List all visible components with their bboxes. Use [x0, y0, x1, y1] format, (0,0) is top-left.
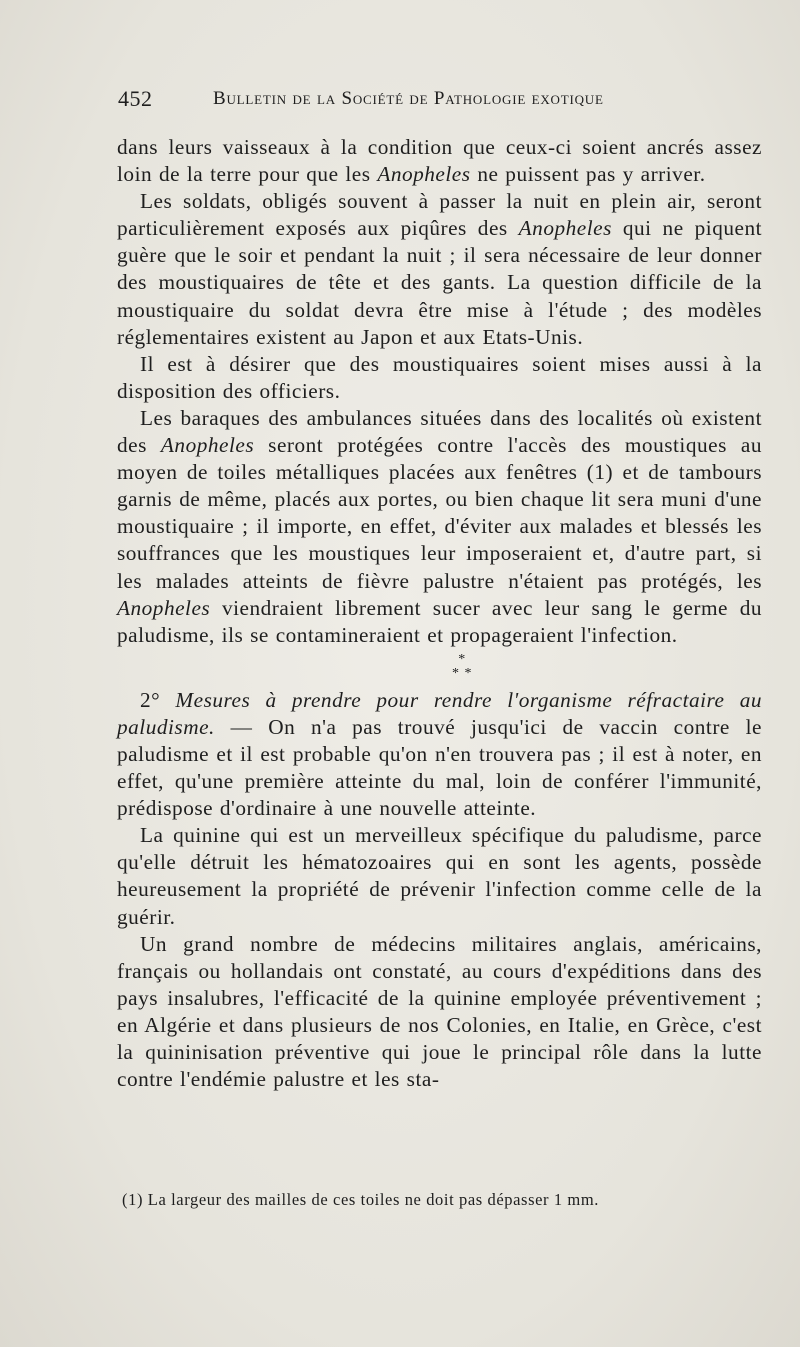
text-run: ne puissent pas y arriver.: [477, 162, 706, 187]
paragraph-4: [117, 405, 762, 649]
paragraph-6: La quinine qui est un merveilleux spécifique du paludisme, parce qu'elle détruit les hématozoaires qui en sont les agents, possède heureusement la propriété de prévenir l'infection comme celle de la guérir.: [117, 823, 762, 929]
page-number: 452: [118, 86, 153, 111]
paragraph-3: Il est à désirer que des moustiquaires soient mises aussi à la disposition des officiers.: [117, 351, 762, 403]
italic-term: Anopheles: [117, 595, 211, 620]
paragraph-2: [117, 188, 762, 351]
text-run: Les soldats, obligés souvent à passer la nuit en plein air, seront particulièrement exposés aux piqûres des: [117, 189, 762, 241]
running-title: Bulletin de la Société de Pathologie exotique: [213, 88, 604, 109]
running-header: [118, 86, 678, 116]
text-run: qui ne piquent guère que le soir et pendant la nuit ; il sera nécessaire de leur donner des moustiquaires de tête et des gants. La question difficile de la moustiquaire du soldat devra être mise à l'étude ; des modèles réglementaires existent au Japon et aux Etats-Unis.: [117, 216, 763, 349]
asterism-top: *: [458, 651, 466, 667]
text-run: Les baraques des ambulances situées dans des localités où existent des: [117, 405, 762, 458]
section-number: 2°: [140, 687, 161, 712]
text-run: viendraient librement sucer avec leur sang le germe du paludisme, ils se contamineraient et propageraient l'infection.: [117, 595, 762, 647]
text-run: seront protégées contre l'accès des moustiques au moyen de toiles métalliques placées aux fenêtres (1) et de tambours garnis de même, placés aux portes, ou bien chaque lit sera muni d'une moustiquaire ; il importe, en effet, d'éviter aux malades et blessés les souffrances que les moustiques leur imposeraient et, d'autre part, si les malades atteints de fièvre palustre n'étaient pas protégés, les: [117, 433, 763, 593]
text-run: dans leurs vaisseaux à la condition que ceux-ci soient ancrés assez loin de la terre pour que les: [117, 135, 762, 187]
footnote: (1) La largeur des mailles de ces toiles ne doit pas dépasser 1 mm.: [122, 1190, 600, 1209]
paragraph-1: [117, 134, 762, 188]
body-text: [117, 134, 762, 1093]
italic-term: Anopheles: [377, 162, 471, 187]
section-asterism: [162, 649, 762, 687]
italic-term: Anopheles: [518, 216, 612, 241]
asterism-bottom: * *: [452, 665, 472, 681]
paragraph-5: [117, 687, 762, 822]
italic-term: Anopheles: [160, 433, 255, 458]
text-run: — On n'a pas trouvé jusqu'ici de vaccin contre le paludisme et il est probable qu'on n'en trouvera pas ; il est à noter, en effet, qu'une première atteinte du mal, loin de conférer l'immunité, prédispose d'ordinaire à une nouvelle atteinte.: [117, 714, 762, 821]
paragraph-7: Un grand nombre de médecins militaires anglais, américains, français ou hollandais ont constaté, au cours d'expéditions dans des pays insalubres, l'efficacité de la quinine employée préventivement ; en Algérie et dans plusieurs de nos Colonies, en Italie, en Grèce, c'est la quininisation préventive qui joue le principal rôle dans la lutte contre l'endémie palustre et les sta-: [117, 931, 762, 1092]
section-heading: Mesures à prendre pour rendre l'organisme réfractaire au paludisme.: [117, 687, 763, 739]
